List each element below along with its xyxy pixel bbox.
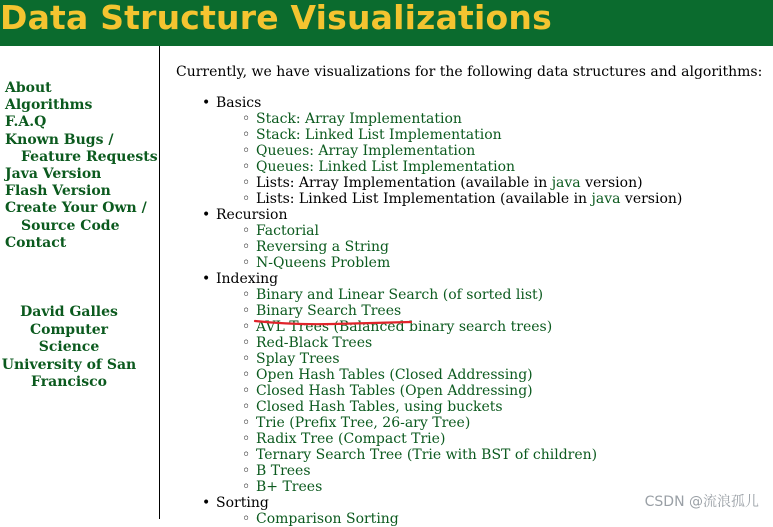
main-content — [176, 64, 762, 80]
section-title: Sorting — [216, 495, 269, 511]
item-text: Lists: Linked List Implementation (available in — [256, 191, 592, 207]
author-dept[interactable]: Computer Science — [29, 321, 108, 355]
author-name[interactable]: David Galles — [20, 304, 118, 320]
list-item[interactable] — [216, 143, 682, 159]
author-university[interactable]: University of San — [1, 356, 137, 373]
item-text: version) — [620, 191, 683, 207]
list-item[interactable] — [216, 335, 682, 351]
viz-link[interactable]: Red-Black Trees — [256, 335, 373, 351]
section-title: Indexing — [216, 271, 279, 287]
visualization-list — [200, 95, 682, 527]
list-item[interactable] — [216, 383, 682, 399]
java-link[interactable]: java — [591, 191, 621, 207]
viz-link[interactable]: Queues: Linked List Implementation — [256, 159, 516, 175]
nav-faq-link[interactable]: F.A.Q — [5, 114, 47, 131]
list-item[interactable] — [216, 159, 682, 175]
nav-contact-link[interactable]: Contact — [5, 234, 67, 251]
nav-feature-requests-link[interactable]: Feature Requests — [21, 148, 158, 165]
sidebar — [0, 46, 160, 519]
author-city[interactable]: Francisco — [31, 374, 107, 390]
sidebar-nav — [5, 80, 158, 252]
section-title: Basics — [216, 95, 262, 111]
list-item[interactable] — [216, 447, 682, 463]
list-item[interactable] — [216, 239, 682, 255]
nav-create-your-own-link[interactable]: Create Your Own / — [5, 200, 147, 217]
nav-flash-version-link[interactable]: Flash Version — [5, 183, 111, 200]
viz-link[interactable]: Trie (Prefix Tree, 26-ary Tree) — [256, 415, 471, 431]
list-item[interactable] — [216, 223, 682, 239]
nav-algorithms-link[interactable]: Algorithms — [5, 97, 93, 114]
nav-source-code-link[interactable]: Source Code — [21, 217, 120, 234]
page-title: Data Structure Visualizations — [0, 0, 552, 37]
author-info[interactable] — [0, 304, 138, 392]
viz-link[interactable]: Reversing a String — [256, 239, 389, 255]
viz-link[interactable]: B Trees — [256, 463, 311, 479]
viz-link[interactable]: Splay Trees — [256, 351, 340, 367]
list-item[interactable] — [216, 511, 682, 527]
section-basics — [200, 95, 682, 207]
viz-link[interactable]: Queues: Array Implementation — [256, 143, 476, 159]
viz-link[interactable]: N-Queens Problem — [256, 255, 391, 271]
list-item[interactable] — [216, 255, 682, 271]
viz-link[interactable]: Factorial — [256, 223, 319, 239]
viz-link[interactable]: Closed Hash Tables (Open Addressing) — [256, 383, 533, 399]
nav-known-bugs-link[interactable]: Known Bugs / — [5, 131, 114, 148]
nav-java-version-link[interactable]: Java Version — [5, 166, 102, 183]
intro-text: Currently, we have visualizations for the following data structures and algorithms: — [176, 64, 763, 80]
item-text: version) — [580, 175, 643, 191]
viz-link[interactable]: Comparison Sorting — [256, 511, 399, 527]
section-recursion — [200, 207, 682, 271]
watermark: CSDN @流浪孤儿 — [644, 494, 759, 510]
viz-link[interactable]: Open Hash Tables (Closed Addressing) — [256, 367, 533, 383]
list-item — [216, 191, 682, 207]
list-item[interactable] — [216, 431, 682, 447]
list-item[interactable] — [216, 479, 682, 495]
list-item[interactable] — [216, 367, 682, 383]
viz-link[interactable]: Stack: Array Implementation — [256, 111, 462, 127]
section-title: Recursion — [216, 207, 288, 223]
list-item[interactable] — [216, 111, 682, 127]
viz-link[interactable]: Binary and Linear Search (of sorted list) — [256, 287, 544, 303]
list-item[interactable] — [216, 463, 682, 479]
section-indexing — [200, 271, 682, 495]
viz-link[interactable]: AVL Trees (Balanced binary search trees) — [256, 319, 553, 335]
viz-link[interactable]: Stack: Linked List Implementation — [256, 127, 502, 143]
page-header — [0, 0, 773, 46]
list-item[interactable] — [216, 415, 682, 431]
java-link[interactable]: java — [551, 175, 581, 191]
list-item[interactable] — [216, 303, 682, 319]
red-underline-annotation — [253, 319, 413, 327]
list-item[interactable] — [216, 351, 682, 367]
list-item — [216, 175, 682, 191]
viz-link[interactable]: B+ Trees — [256, 479, 323, 495]
list-item[interactable] — [216, 399, 682, 415]
section-sorting — [200, 495, 682, 527]
viz-link[interactable]: Closed Hash Tables, using buckets — [256, 399, 503, 415]
list-item[interactable] — [216, 127, 682, 143]
viz-link[interactable]: Ternary Search Tree (Trie with BST of children) — [256, 447, 598, 463]
item-text: Lists: Array Implementation (available in — [256, 175, 552, 191]
viz-link-bst[interactable]: Binary Search Trees — [256, 303, 402, 319]
nav-about-link[interactable]: About — [5, 80, 52, 96]
viz-link[interactable]: Radix Tree (Compact Trie) — [256, 431, 446, 447]
list-item[interactable] — [216, 287, 682, 303]
